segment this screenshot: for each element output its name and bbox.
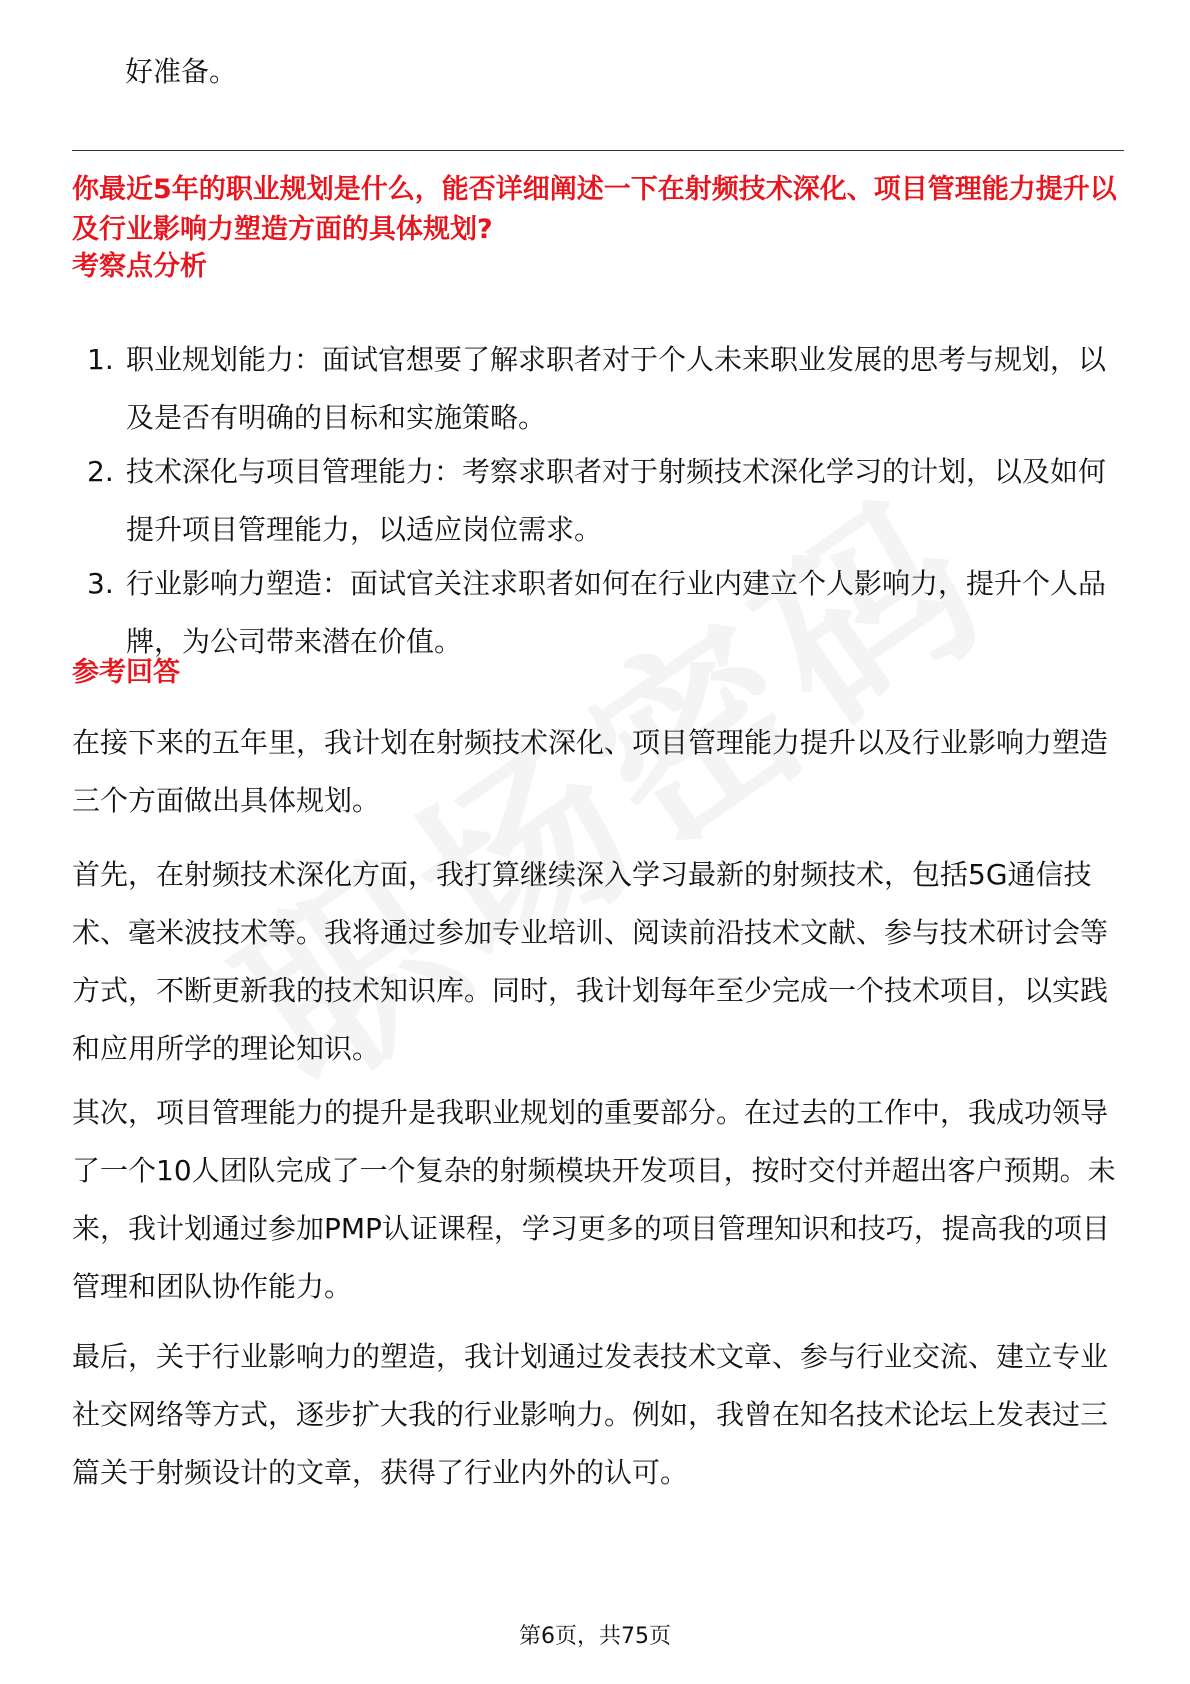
list-number: 2. bbox=[87, 455, 114, 488]
answer-paragraph: 在接下来的五年里，我计划在射频技术深化、项目管理能力提升以及行业影响力塑造三个方面做出具体规划。 bbox=[72, 726, 1109, 817]
answer-paragraph: 首先，在射频技术深化方面，我打算继续深入学习最新的射频技术，包括5G通信技术、毫米波技术等。我将通过参加专业培训、阅读前沿技术文献、参与技术研讨会等方式，不断更新我的技术知识库。同时，我计划每年至少完成一个技术项目，以实践和应用所学的理论知识。 bbox=[72, 858, 1109, 1065]
continued-text: 好准备。 bbox=[125, 55, 238, 88]
answer-paragraph: 其次，项目管理能力的提升是我职业规划的重要部分。在过去的工作中，我成功领导了一个10人团队完成了一个复杂的射频模块开发项目，按时交付并超出客户预期。未来，我计划通过参加PMP认证课程，学习更多的项目管理知识和技巧，提高我的项目管理和团队协作能力。 bbox=[72, 1096, 1116, 1303]
list-item bbox=[72, 443, 1132, 559]
list-number: 3. bbox=[87, 567, 114, 600]
list-item-text: 技术深化与项目管理能力：考察求职者对于射频技术深化学习的计划，以及如何提升项目管理能力，以适应岗位需求。 bbox=[126, 455, 1107, 546]
page-footer: 第6页，共75页 bbox=[519, 1624, 671, 1649]
analysis-list bbox=[72, 331, 1132, 671]
answer-title: 参考回答 bbox=[72, 657, 180, 688]
list-item-text: 职业规划能力：面试官想要了解求职者对于个人未来职业发展的思考与规划，以及是否有明确的目标和实施策略。 bbox=[126, 343, 1107, 434]
answer-paragraph: 最后，关于行业影响力的塑造，我计划通过发表技术文章、参与行业交流、建立专业社交网络等方式，逐步扩大我的行业影响力。例如，我曾在知名技术论坛上发表过三篇关于射频设计的文章，获得了行业内外的认可。 bbox=[72, 1340, 1109, 1489]
section-divider bbox=[72, 150, 1124, 151]
question-heading: 你最近5年的职业规划是什么，能否详细阐述一下在射频技术深化、项目管理能力提升以及行业影响力塑造方面的具体规划? bbox=[72, 174, 1117, 245]
list-item bbox=[72, 555, 1132, 671]
list-number: 1. bbox=[87, 343, 114, 376]
list-item-text: 行业影响力塑造：面试官关注求职者如何在行业内建立个人影响力，提升个人品牌，为公司带来潜在价值。 bbox=[126, 567, 1107, 658]
list-item bbox=[72, 331, 1132, 447]
analysis-title: 考察点分析 bbox=[72, 251, 207, 282]
